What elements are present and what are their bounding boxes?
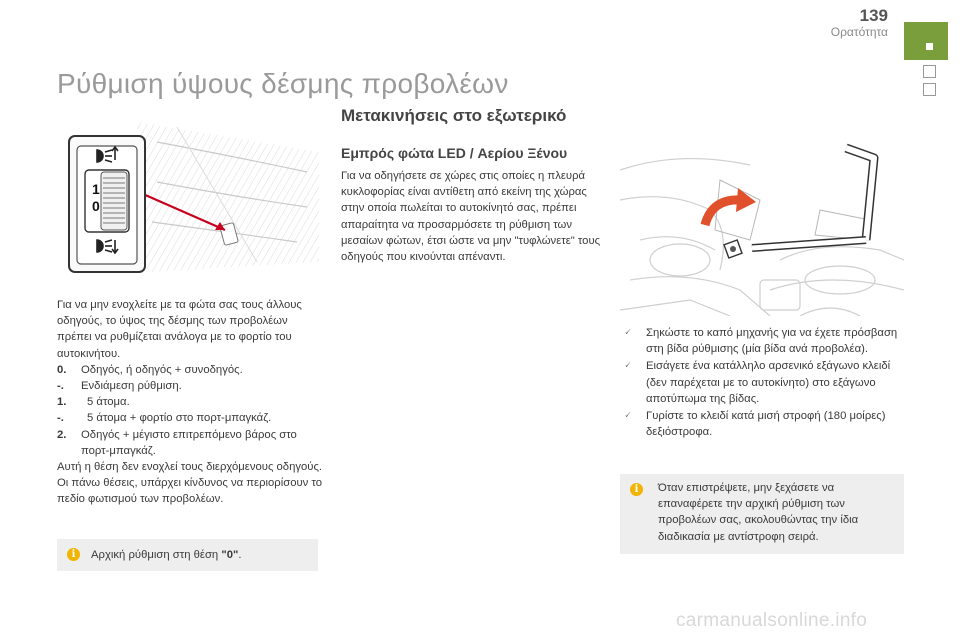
position-text: Οδηγός + μέγιστο επιτρεπόμενο βάρος στο πορτ-μπαγκάζ. bbox=[81, 428, 297, 457]
step-text: Γυρίστε το κλειδί κατά μισή στροφή (180 μοίρες) δεξιόστροφα. bbox=[646, 410, 886, 439]
dial-mark-top: 1 bbox=[92, 181, 100, 197]
watermark: carmanualsonline.info bbox=[676, 610, 868, 631]
dial-illustration bbox=[57, 112, 319, 280]
chapter-tab bbox=[904, 22, 948, 60]
intro-paragraph: Για να μην ενοχλείτε με τα φώτα σας τους άλλους οδηγούς, το ύψος της δέσμης των προβολέων πρέπει να ρυθμίζεται ανάλογα με το φορτίο του αυτοκινήτου. bbox=[57, 299, 302, 360]
bullet-icon: 🗸 bbox=[624, 410, 631, 422]
subsection-title: Εμπρός φώτα LED / Αερίου Ξένου bbox=[341, 145, 568, 161]
nav-square-1 bbox=[923, 65, 936, 78]
info-box-right bbox=[620, 474, 904, 554]
step-item-1 bbox=[624, 358, 906, 407]
step-item-0 bbox=[624, 325, 906, 357]
engine-illustration bbox=[620, 140, 904, 316]
position-item-4 bbox=[57, 427, 325, 459]
position-text: Ενδιάμεση ρύθμιση. bbox=[81, 380, 182, 393]
right-paragraph: Για να οδηγήσετε σε χώρες στις οποίες η πλευρά κυκλοφορίας είναι αντίθετη από εκείνη της χώρας στην οποία πωλείται το αυτοκίνητό σας, πρέπει απαραίτητα να προσαρμόσετε τη ρύθμιση των μεσαίων φώτων, έτσι ώστε να μην "τυφλώνετε" τους οδηγούς που κινούνται απέναντι. bbox=[341, 170, 601, 264]
step-text: Εισάγετε ένα κατάλληλο αρσενικό εξάγωνο κλειδί (δεν παρέχεται με το αυτοκίνητο) στο εξάγωνο αποτύπωμα της βίδας. bbox=[646, 360, 891, 405]
section-subtitle: Μετακινήσεις στο εξωτερικό bbox=[341, 106, 567, 125]
tab-mark bbox=[926, 43, 933, 50]
step-item-2 bbox=[624, 408, 906, 440]
note-2: Οι πάνω θέσεις, υπάρχει κίνδυνος να περιορίσουν το πεδίο φωτισμού των προβολέων. bbox=[57, 477, 323, 506]
steps-list bbox=[624, 325, 906, 441]
position-text: 5 άτομα + φορτίο στο πορτ-μπαγκάζ. bbox=[87, 412, 272, 425]
info-icon: i bbox=[67, 548, 80, 561]
nav-square-2 bbox=[923, 83, 936, 96]
position-item-1 bbox=[57, 378, 325, 394]
bullet-icon: 🗸 bbox=[624, 360, 631, 372]
page-title: Ρύθμιση ύψους δέσμης προβολέων bbox=[57, 68, 509, 99]
note-1: Αυτή η θέση δεν ενοχλεί τους διερχόμενους οδηγούς. bbox=[57, 461, 323, 474]
page-number: 139 bbox=[859, 6, 888, 25]
position-item-2 bbox=[57, 394, 325, 410]
position-key: 2. bbox=[57, 428, 67, 441]
position-item-3 bbox=[57, 410, 325, 426]
info-icon: i bbox=[630, 483, 643, 496]
info-text-left bbox=[91, 547, 313, 563]
position-key: -. bbox=[57, 380, 64, 393]
section-name: Ορατότητα bbox=[830, 25, 888, 39]
info-value: "0" bbox=[221, 549, 239, 561]
left-text-block bbox=[57, 297, 325, 508]
position-text: 5 άτομα. bbox=[87, 396, 130, 409]
info-text: Αρχική ρύθμιση στη θέση bbox=[91, 549, 222, 561]
position-key: -. bbox=[57, 412, 64, 425]
position-item-0 bbox=[57, 362, 325, 378]
info-end: . bbox=[238, 549, 242, 561]
position-key: 1. bbox=[57, 396, 67, 409]
position-text: Οδηγός, ή οδηγός + συνοδηγός. bbox=[81, 363, 243, 376]
position-key: 0. bbox=[57, 363, 67, 376]
info-box-left bbox=[57, 539, 318, 571]
step-text: Σηκώστε το καπό μηχανής για να έχετε πρόσβαση στη βίδα ρύθμισης (μία βίδα ανά προβολέα). bbox=[646, 327, 898, 356]
dial-mark-bottom: 0 bbox=[92, 198, 100, 214]
bullet-icon: 🗸 bbox=[624, 327, 631, 338]
info-text-right: Όταν επιστρέψετε, μην ξεχάσετε να επαναφέρετε την αρχική ρύθμιση των προβολέων σας, ακολουθώντας την ίδια διαδικασία με αντίστροφη σειρά. bbox=[658, 482, 859, 543]
